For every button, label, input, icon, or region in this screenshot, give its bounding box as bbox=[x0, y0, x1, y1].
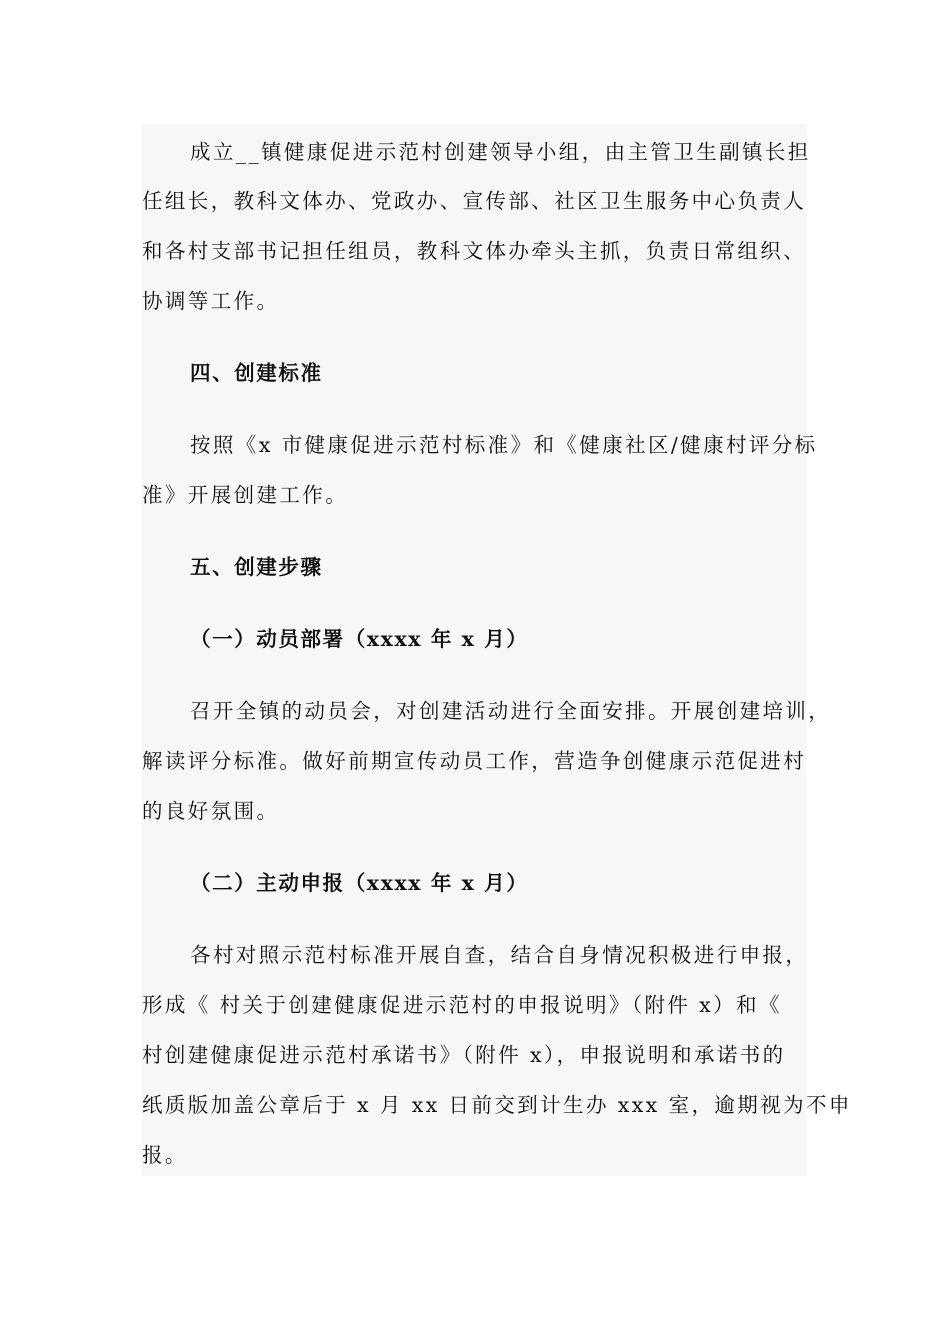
paragraph-leadership-line-4: 协调等工作。 bbox=[142, 289, 280, 313]
section-4-heading: 四、创建标准 bbox=[190, 361, 323, 385]
step-1-line-1: 召开全镇的动员会，对创建活动进行全面安排。开展创建培训， bbox=[190, 699, 832, 723]
step-2-line-3: 村创建健康促进示范村承诺书》（附件 x），申报说明和承诺书的 bbox=[142, 1043, 786, 1067]
step-1-line-2: 解读评分标准。做好前期宣传动员工作，营造争创健康示范促进村 bbox=[142, 749, 807, 773]
section-5-heading: 五、创建步骤 bbox=[190, 555, 323, 579]
section-4-line-2: 准》开展创建工作。 bbox=[142, 483, 349, 507]
step-2-line-2: 形成《 村关于创建健康促进示范村的申报说明》（附件 x）和《 bbox=[142, 993, 782, 1017]
step-2-heading: （二）主动申报（xxxx 年 x 月） bbox=[190, 871, 529, 895]
step-2-line-1: 各村对照示范村标准开展自查，结合自身情况积极进行申报， bbox=[190, 943, 809, 967]
step-2-line-5: 报。 bbox=[142, 1143, 188, 1167]
step-2-line-4: 纸质版加盖公章后于 x 月 xx 日前交到计生办 xxx 室，逾期视为不申 bbox=[142, 1093, 852, 1117]
step-1-heading: （一）动员部署（xxxx 年 x 月） bbox=[190, 627, 529, 651]
paragraph-leadership-line-1: 成立__镇健康促进示范村创建领导小组，由主管卫生副镇长担 bbox=[190, 140, 811, 164]
paragraph-leadership-line-2: 任组长，教科文体办、党政办、宣传部、社区卫生服务中心负责人 bbox=[142, 189, 807, 213]
paragraph-leadership-line-3: 和各村支部书记担任组员，教科文体办牵头主抓，负责日常组织、 bbox=[142, 239, 807, 263]
section-4-line-1: 按照《x 市健康促进示范村标准》和《健康社区/健康村评分标 bbox=[190, 433, 818, 457]
step-1-line-3: 的良好氛围。 bbox=[142, 799, 280, 823]
